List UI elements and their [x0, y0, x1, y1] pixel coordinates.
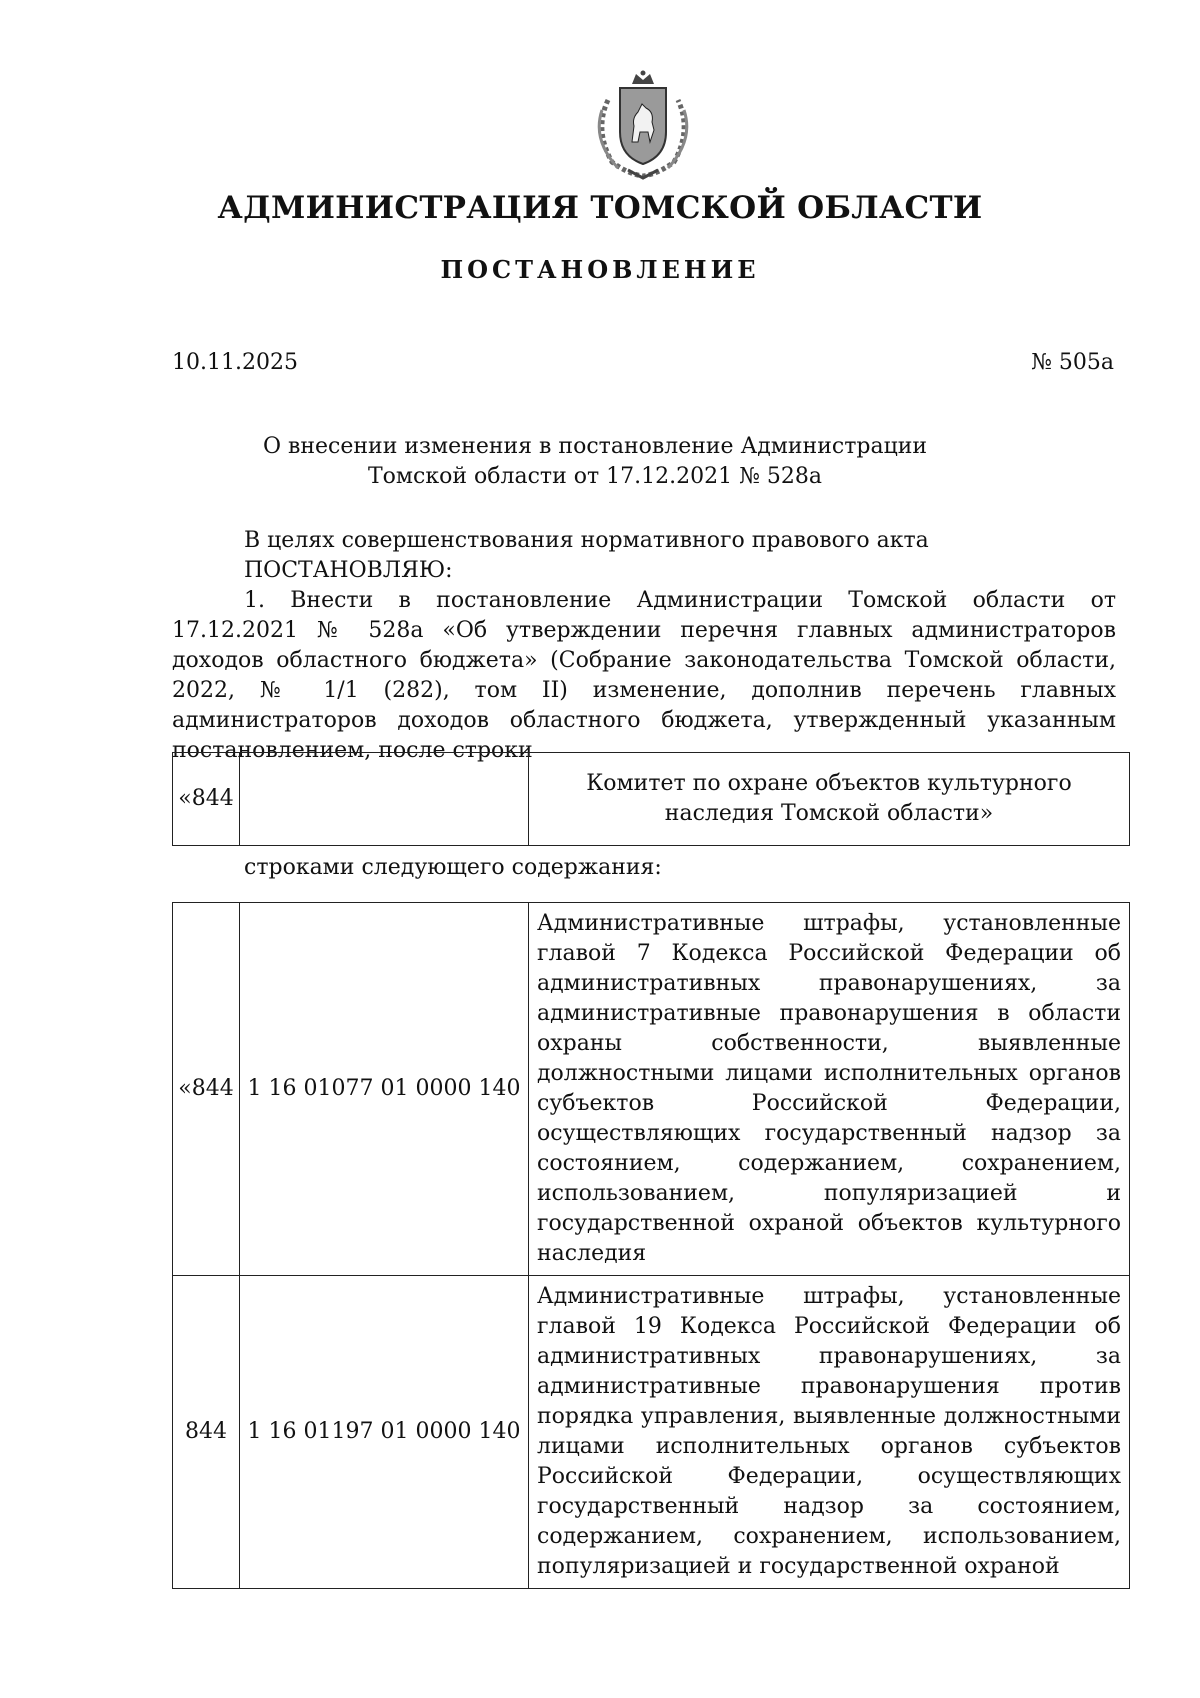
- admin-code-cell: «844: [173, 753, 240, 846]
- document-subject: [0, 432, 1190, 492]
- new-rows-table: [172, 902, 1130, 1589]
- decree-word: ПОСТАНОВЛЯЮ:: [244, 558, 453, 583]
- document-date: 10.11.2025: [172, 350, 298, 375]
- table-row: [173, 753, 1130, 846]
- document-number: № 505а: [1031, 350, 1114, 375]
- tomsk-oblast-coat-of-arms-icon: [588, 70, 698, 182]
- subject-line-1: О внесении изменения в постановление Администрации: [262, 434, 928, 459]
- item-1-paragraph: [172, 586, 1116, 766]
- kbk-cell: [240, 753, 529, 846]
- revenue-name-cell: Комитет по охране объектов культурного наследия Томской области»: [529, 753, 1130, 846]
- organization-title: АДМИНИСТРАЦИЯ ТОМСКОЙ ОБЛАСТИ: [217, 190, 983, 226]
- table-row: [173, 1276, 1130, 1589]
- subject-line-2: Томской области от 17.12.2021 № 528а: [367, 464, 823, 489]
- admin-code-cell: «844: [173, 903, 240, 1276]
- purpose-paragraph: В целях совершенствования нормативного правового акта: [244, 528, 929, 553]
- admin-code-cell: 844: [173, 1276, 240, 1589]
- document-type: ПОСТАНОВЛЕНИЕ: [440, 255, 760, 284]
- kbk-cell: 1 16 01077 01 0000 140: [240, 903, 529, 1276]
- kbk-cell: 1 16 01197 01 0000 140: [240, 1276, 529, 1589]
- after-table-paragraph: строками следующего содержания:: [244, 855, 662, 880]
- item-1-text: 1. Внести в постановление Администрации Томской области от 17.12.2021 № 528а «Об утверждении перечня главных администраторов доходов областного бюджета» (Собрание законодательства Томской области, 2022, № 1/1 (282), том II) изменение, дополнив перечень главных администраторов доходов областного бюджета, утвержденный указанным постановлением, после строки: [172, 588, 1116, 763]
- revenue-name-cell: Административные штрафы, установленные главой 19 Кодекса Российской Федерации об административных правонарушениях, за административные правонарушения против порядка управления, выявленные должностными лицами исполнительных органов субъектов Российской Федерации, осуществляющих государственный надзор за состоянием, содержанием, сохранением, использованием, популяризацией и государственной охраной: [529, 1276, 1130, 1589]
- revenue-name-cell: Административные штрафы, установленные главой 7 Кодекса Российской Федерации об административных правонарушениях, за административные правонарушения в области охраны собственности, выявленные должностными лицами исполнительных органов субъектов Российской Федерации, осуществляющих государственный надзор за состоянием, содержанием, сохранением, использованием, популяризацией и государственной охраной объектов культурного наследия: [529, 903, 1130, 1276]
- table-row: [173, 903, 1130, 1276]
- existing-row-table: [172, 752, 1130, 846]
